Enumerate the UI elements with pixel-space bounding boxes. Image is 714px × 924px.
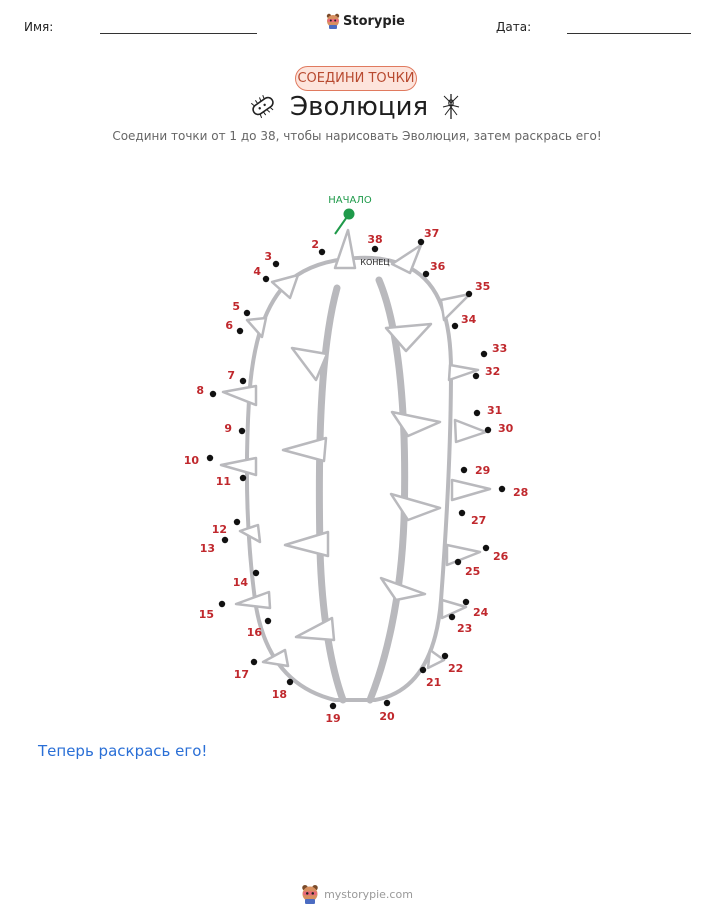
dot-number-3: 3 [264,250,272,263]
dot-1[interactable] [344,209,355,220]
end-label: КОНЕЦ [360,258,390,267]
dot-number-5: 5 [232,300,240,313]
dot-15[interactable] [219,601,225,607]
dot-number-29: 29 [475,464,491,477]
dot-19[interactable] [330,703,336,709]
dot-number-17: 17 [233,668,249,681]
dot-27[interactable] [459,510,465,516]
dot-number-33: 33 [492,342,508,355]
dot-number-9: 9 [224,422,232,435]
dot-number-20: 20 [379,710,395,723]
activity-badge: СОЕДИНИ ТОЧКИ [295,66,417,91]
dot-17[interactable] [251,659,257,665]
dot-number-7: 7 [227,369,235,382]
dot-number-16: 16 [246,626,262,639]
dot-5[interactable] [244,310,250,316]
dot-number-22: 22 [448,662,464,675]
dot-number-4: 4 [253,265,261,278]
dot-number-35: 35 [475,280,491,293]
dot-number-36: 36 [430,260,446,273]
dot-24[interactable] [463,599,469,605]
dot-number-25: 25 [465,565,481,578]
instructions: Соедини точки от 1 до 38, чтобы нарисовать Эволюция, затем раскрась его! [112,129,602,143]
dot-31[interactable] [474,410,480,416]
start-label: НАЧАЛО [328,195,372,206]
dot-36[interactable] [423,271,429,277]
dot-12[interactable] [234,519,240,525]
dot-38[interactable] [372,246,378,252]
dot-number-6: 6 [225,319,233,332]
dot-10[interactable] [207,455,213,461]
dot-number-37: 37 [424,227,440,240]
dot-34[interactable] [452,323,458,329]
dot-14[interactable] [253,570,259,576]
dot-number-38: 38 [367,233,383,246]
dot-20[interactable] [384,700,390,706]
dot-number-27: 27 [471,514,487,527]
dot-9[interactable] [239,428,245,434]
dot-number-18: 18 [271,688,287,701]
dot-number-21: 21 [426,676,442,689]
dot-6[interactable] [237,328,243,334]
dot-3[interactable] [273,261,279,267]
color-prompt: Теперь раскрась его! [38,742,208,760]
dot-number-32: 32 [485,365,501,378]
dot-number-19: 19 [325,712,341,725]
dot-30[interactable] [485,427,491,433]
dot-number-12: 12 [211,523,227,536]
dot-number-31: 31 [487,404,503,417]
dot-32[interactable] [473,373,479,379]
dot-number-23: 23 [457,622,473,635]
dot-29[interactable] [461,467,467,473]
dot-number-28: 28 [513,486,529,499]
dot-11[interactable] [240,475,246,481]
dot-number-11: 11 [215,475,231,488]
dot-28[interactable] [499,486,505,492]
dot-number-14: 14 [232,576,248,589]
storypie-mascot-icon [301,884,319,904]
dot-number-34: 34 [461,313,477,326]
dot-21[interactable] [420,667,426,673]
dot-16[interactable] [265,618,271,624]
dot-number-13: 13 [199,542,215,555]
dot-number-10: 10 [183,454,199,467]
dot-35[interactable] [466,291,472,297]
name-label: Имя: [24,20,54,34]
dot-18[interactable] [287,679,293,685]
dot-8[interactable] [210,391,216,397]
dot-number-30: 30 [498,422,514,435]
dot-22[interactable] [442,653,448,659]
dot-25[interactable] [455,559,461,565]
dot-number-24: 24 [473,606,489,619]
dot-number-2: 2 [311,238,319,251]
footer [0,884,714,904]
dot-number-26: 26 [493,550,509,563]
dot-number-8: 8 [196,384,204,397]
dot-33[interactable] [481,351,487,357]
dot-number-15: 15 [198,608,214,621]
dot-4[interactable] [263,276,269,282]
footer-url[interactable]: mystorypie.com [324,887,413,901]
brand-name: Storypie [343,13,405,29]
dot-7[interactable] [240,378,246,384]
date-label: Дата: [496,20,532,34]
dot-26[interactable] [483,545,489,551]
page-title: Эволюция [290,92,429,122]
dot-13[interactable] [222,537,228,543]
dot-2[interactable] [319,249,325,255]
dot-23[interactable] [449,614,455,620]
